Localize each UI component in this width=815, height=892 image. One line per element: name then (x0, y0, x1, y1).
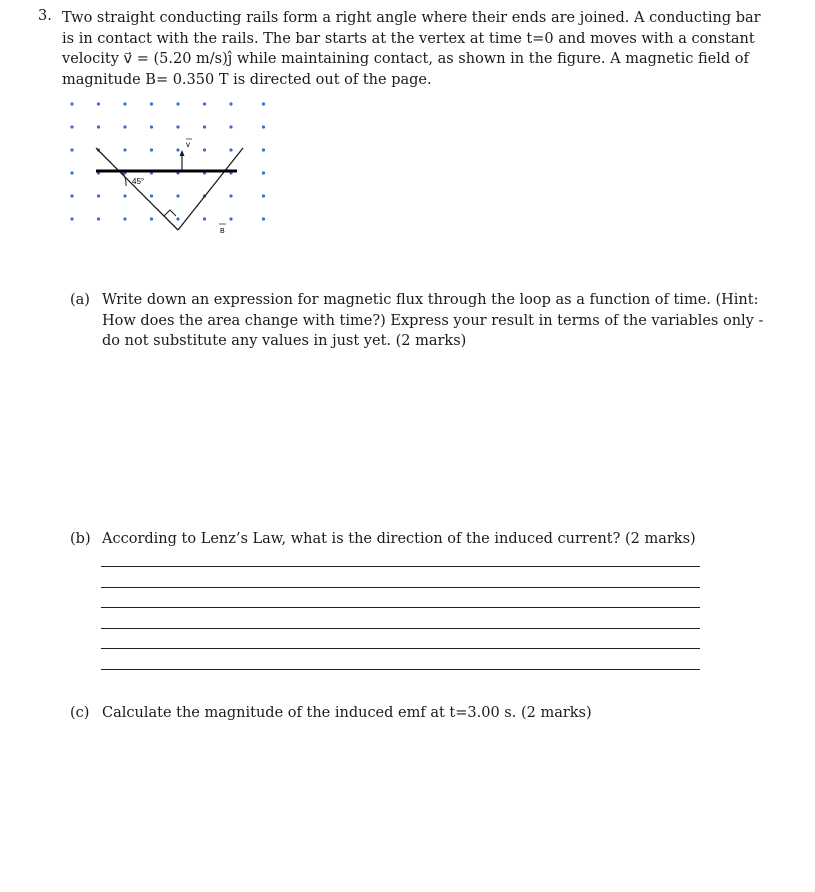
rails-figure (60, 92, 280, 252)
field-dot (176, 125, 179, 128)
field-dot (123, 125, 126, 128)
field-dot (123, 194, 126, 197)
field-dot (123, 148, 126, 151)
field-label: B (220, 228, 225, 235)
part-a-text (102, 290, 763, 352)
stem-line: is in contact with the rails. The bar starts at the vertex at time t=0 and moves with a constant (62, 30, 755, 47)
field-dot (262, 171, 265, 174)
part-b-line: According to Lenz’s Law, what is the direction of the induced current? (2 marks) (102, 531, 696, 547)
field-dot (262, 194, 265, 197)
velocity-label: v (186, 140, 190, 149)
field-dot (97, 194, 100, 197)
field-dot (229, 102, 232, 105)
field-dot (262, 217, 265, 220)
field-dot (70, 171, 73, 174)
part-c-text (102, 703, 592, 724)
answer-line[interactable] (101, 587, 700, 588)
part-b-text (102, 529, 696, 550)
field-dot (176, 148, 179, 151)
field-dot (229, 125, 232, 128)
field-dot (229, 217, 232, 220)
right-rail (178, 148, 243, 230)
field-dot (203, 217, 206, 220)
answer-line[interactable] (101, 566, 700, 567)
stem-line: magnitude B= 0.350 T is directed out of the page. (62, 71, 432, 88)
answer-lines (101, 566, 700, 689)
field-dot (97, 217, 100, 220)
field-dot (70, 148, 73, 151)
field-dot (203, 102, 206, 105)
field-dot (150, 217, 153, 220)
stem-line: Two straight conducting rails form a right angle where their ends are joined. A conducting bar (62, 10, 761, 26)
field-dot (70, 194, 73, 197)
answer-line[interactable] (101, 669, 700, 670)
field-dot (176, 217, 179, 220)
part-a-line: Write down an expression for magnetic flux through the loop as a function of time. (Hint: (102, 292, 759, 308)
part-a-line: do not substitute any values in just yet. (2 marks) (102, 333, 467, 349)
field-dot (150, 194, 153, 197)
left-rail (96, 148, 178, 230)
part-c-line: Calculate the magnitude of the induced emf at t=3.00 s. (2 marks) (102, 705, 592, 721)
field-dot (70, 125, 73, 128)
field-dot (229, 194, 232, 197)
question-number: 3. (38, 8, 52, 24)
field-dot (262, 125, 265, 128)
field-dot (123, 102, 126, 105)
field-dot (203, 125, 206, 128)
field-dot (262, 102, 265, 105)
field-dot (150, 125, 153, 128)
field-dot (203, 148, 206, 151)
right-angle-marker (164, 210, 176, 216)
angle-label: 45° (132, 177, 145, 186)
field-dot (150, 102, 153, 105)
part-b-label: (b) (70, 531, 91, 547)
field-dot (70, 217, 73, 220)
field-dot (97, 102, 100, 105)
magnetic-field-dots (70, 102, 265, 220)
field-dot (97, 125, 100, 128)
part-a-label: (a) (70, 292, 90, 308)
answer-line[interactable] (101, 628, 700, 629)
field-dot (176, 194, 179, 197)
answer-line[interactable] (101, 607, 700, 608)
field-dot (123, 217, 126, 220)
field-dot (176, 102, 179, 105)
field-dot (70, 102, 73, 105)
field-dot (150, 148, 153, 151)
part-a-line: How does the area change with time?) Express your result in terms of the variables only - (102, 312, 764, 329)
answer-line[interactable] (101, 648, 700, 649)
field-dot (262, 148, 265, 151)
question-stem (62, 8, 762, 90)
rails-diagram (60, 92, 280, 252)
stem-line: velocity v⃗ = (5.20 m/s)ĵ while maintaining contact, as shown in the figure. A magnetic field of (62, 51, 749, 67)
field-dot (229, 148, 232, 151)
velocity-arrowhead (180, 150, 185, 156)
part-c-label: (c) (70, 705, 90, 721)
